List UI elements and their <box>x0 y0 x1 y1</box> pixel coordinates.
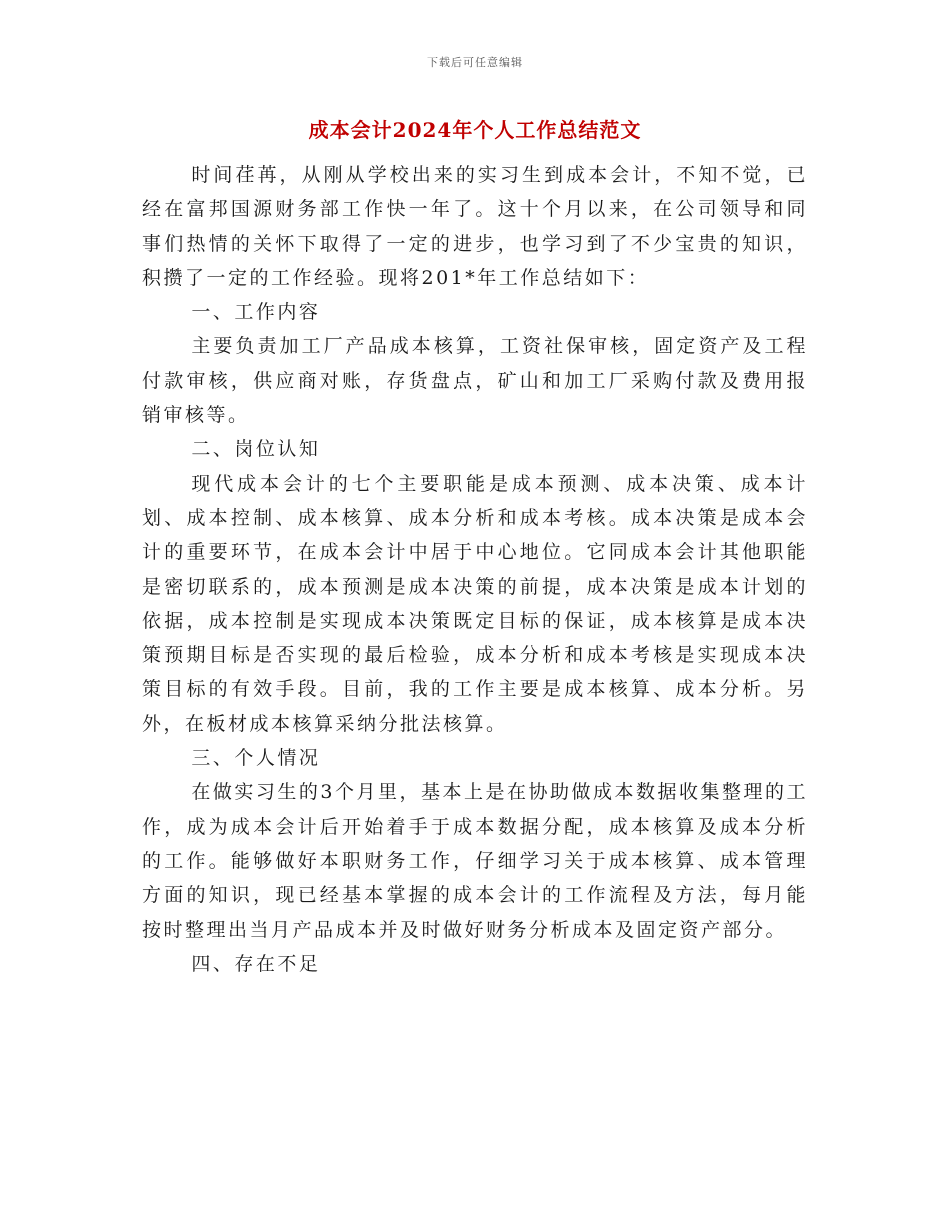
section-heading-personal-situation: 三、个人情况 <box>191 747 321 770</box>
paragraph-intro: 时间荏苒，从刚从学校出来的实习生到成本会计，不知不觉，已经在富邦国源财务部工作快一年了。这十个月以来，在公司领导和同事们热情的关怀下取得了一定的进步，也学习到了不少宝贵的知识，积攒了一定的工作经验。现将201*年工作总结如下： <box>142 164 808 289</box>
document-body <box>142 158 808 981</box>
paragraph-role-understanding: 现代成本会计的七个主要职能是成本预测、成本决策、成本计划、成本控制、成本核算、成本分析和成本考核。成本决策是成本会计的重要环节，在成本会计中居于中心地位。它同成本会计其他职能是密切联系的，成本预测是成本决策的前提，成本决策是成本计划的依据，成本控制是实现成本决策既定目标的保证，成本核算是成本决策预期目标是否实现的最后检验，成本分析和成本考核是实现成本决策目标的有效手段。目前，我的工作主要是成本核算、成本分析。另外，在板材成本核算采纳分批法核算。 <box>142 472 808 735</box>
section-heading-work-content: 一、工作内容 <box>191 301 321 324</box>
paragraph-personal-situation: 在做实习生的3个月里，基本上是在协助做成本数据收集整理的工作，成为成本会计后开始着手于成本数据分配，成本核算及成本分析的工作。能够做好本职财务工作，仔细学习关于成本核算、成本管理方面的知识，现已经基本掌握的成本会计的工作流程及方法，每月能按时整理出当月产品成本并及时做好财务分析成本及固定资产部分。 <box>142 781 808 941</box>
paragraph-work-content: 主要负责加工厂产品成本核算，工资社保审核，固定资产及工程付款审核，供应商对账，存货盘点，矿山和加工厂采购付款及费用报销审核等。 <box>142 335 808 427</box>
document-title: 成本会计2024年个人工作总结范文 <box>308 118 642 142</box>
header-note: 下载后可任意编辑 <box>427 56 523 69</box>
section-heading-shortcomings: 四、存在不足 <box>191 952 321 975</box>
section-heading-role-understanding: 二、岗位认知 <box>191 438 321 461</box>
